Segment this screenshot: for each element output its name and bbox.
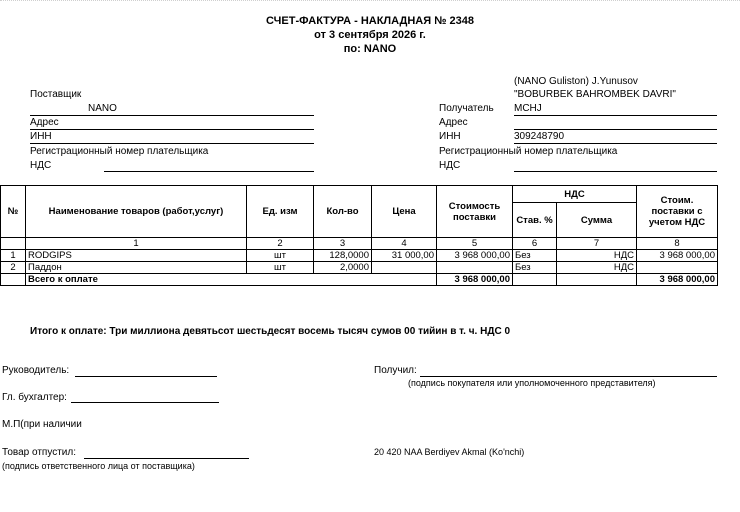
supplier-vat-label: НДС [30,160,52,171]
accountant-signature-line [71,402,219,403]
supplier-name-line [30,115,314,116]
col-price-header: Цена [372,186,437,238]
director-label: Руководитель: [2,365,70,376]
document-contract: по: NANO [343,43,397,55]
col-number: 2 [247,238,314,250]
attorney-text: 20 420 NAA Berdiyev Akmal (Ko'nchi) [374,447,525,457]
recipient-label: Получатель [439,103,494,114]
supplier-inn-line [30,143,314,144]
recipient-inn: 309248790 [514,131,565,142]
col-cost-header: Стоимость поставки [437,186,513,238]
col-vat-sum-header: Сумма [557,203,637,238]
col-qty-header: Кол-во [314,186,372,238]
row-price [372,262,437,274]
table-row [1,250,718,262]
row-vat-rate: Без [513,250,557,262]
released-note: (подпись ответственного лица от поставщика) [2,461,195,471]
recipient-reg-label: Регистрационный номер плательщика [439,146,618,157]
total-cost: 3 968 000,00 [437,274,513,286]
director-signature-line [75,376,217,377]
supplier-reg-label: Регистрационный номер плательщика [30,146,209,157]
supplier-vat-line [104,171,314,172]
total-blank [1,274,26,286]
row-price: 31 000,00 [372,250,437,262]
recipient-name: MCHJ [514,103,542,114]
col-number: 5 [437,238,513,250]
col-number [1,238,26,250]
accountant-label: Гл. бухгалтер: [2,392,67,403]
col-number: 1 [26,238,247,250]
table-header-row-1 [1,186,718,203]
col-num-header: № [1,186,26,238]
col-number: 3 [314,238,372,250]
col-number: 8 [637,238,718,250]
row-unit: шт [247,250,314,262]
supplier-name: NANO [88,103,117,114]
column-numbers-row [1,238,718,250]
row-num: 2 [1,262,26,274]
total-blank [513,274,557,286]
recipient-pre-name-1: (NANO Guliston) J.Yunusov [514,76,638,87]
total-sum: 3 968 000,00 [637,274,718,286]
col-unit-header: Ед. изм [247,186,314,238]
col-vat-header: НДС [513,186,637,203]
recipient-inn-line [514,143,717,144]
recipient-vat-label: НДС [439,160,461,171]
recipient-inn-label: ИНН [439,131,461,142]
recipient-vat-line [514,171,717,172]
supplier-address-label: Адрес [30,117,59,128]
row-name: RODGIPS [26,250,247,262]
row-vat-rate: Без [513,262,557,274]
released-label: Товар отпустил: [2,447,76,458]
released-signature-line [84,458,249,459]
supplier-label: Поставщик [30,89,82,100]
col-number: 4 [372,238,437,250]
row-cost: 3 968 000,00 [437,250,513,262]
total-row [1,274,718,286]
stamp-label: М.П(при наличии [2,419,82,430]
row-qty: 128,0000 [314,250,372,262]
page-top-border [0,0,740,1]
recipient-address-label: Адрес [439,117,468,128]
table-row [1,262,718,274]
supplier-inn-label: ИНН [30,131,52,142]
items-table [0,185,718,286]
recipient-pre-name-2: "BOBURBEK BAHROMBEK DAVRI" [514,89,676,100]
total-label: Всего к оплате [26,274,437,286]
received-label: Получил: [374,365,417,376]
payment-summary: Итого к оплате: Три миллиона девятьсот шестьдесят восемь тысяч сумов 00 тийин в т. ч. НДС 0 [30,326,511,337]
col-number: 6 [513,238,557,250]
col-total-header: Стоим. поставки с учетом НДС [637,186,718,238]
document-title: СЧЕТ-ФАКТУРА - НАКЛАДНАЯ № 2348 [266,15,474,27]
col-number: 7 [557,238,637,250]
document-date: от 3 сентября 2026 г. [314,29,426,41]
row-vat-sum: НДС [557,262,637,274]
col-name-header: Наименование товаров (работ,услуг) [26,186,247,238]
col-vat-rate-header: Став. % [513,203,557,238]
recipient-address-line [514,129,717,130]
received-note: (подпись покупателя или уполномоченного представителя) [408,378,656,388]
row-qty: 2,0000 [314,262,372,274]
recipient-name-line [514,115,717,116]
row-total: 3 968 000,00 [637,250,718,262]
row-total [637,262,718,274]
received-signature-line [420,376,717,377]
row-unit: шт [247,262,314,274]
total-blank [557,274,637,286]
row-num: 1 [1,250,26,262]
row-name: Паддон [26,262,247,274]
supplier-address-line [30,129,314,130]
row-vat-sum: НДС [557,250,637,262]
row-cost [437,262,513,274]
